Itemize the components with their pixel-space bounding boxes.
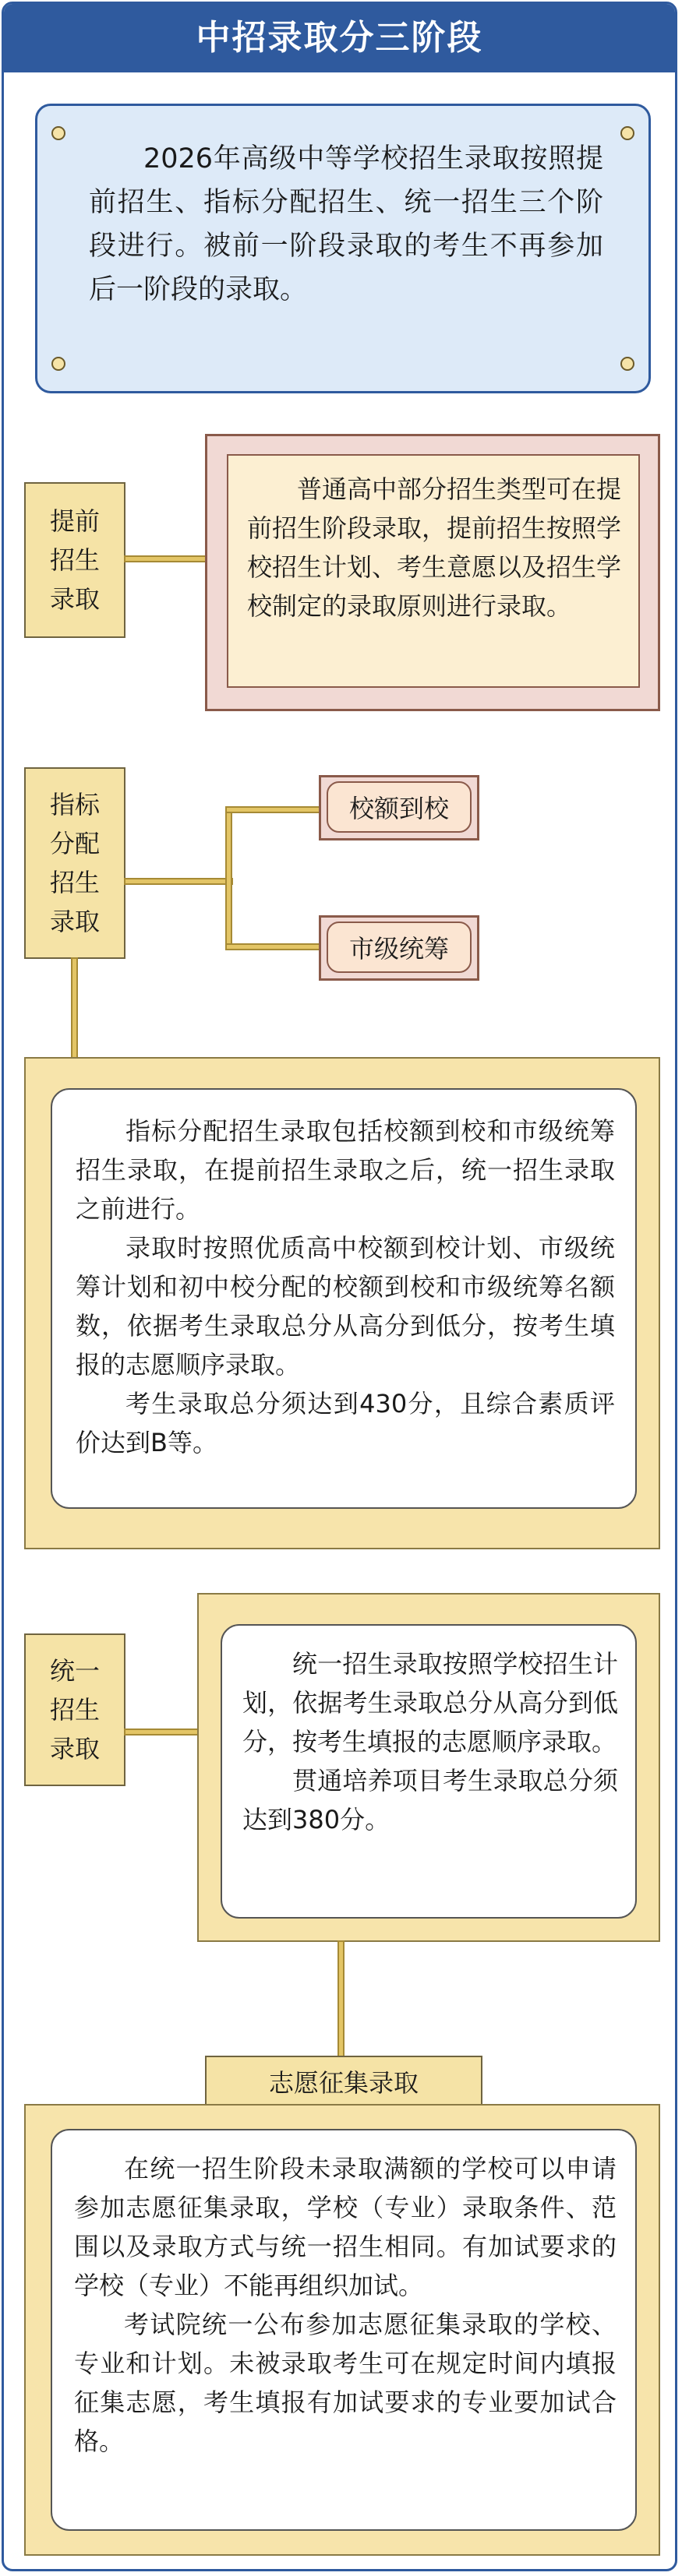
- stage-content-early: [227, 454, 640, 688]
- page-title: 中招录取分三阶段: [196, 18, 483, 58]
- stage-label-line: 录取: [49, 1734, 100, 1764]
- stage-text-unified-2: 贯通培养项目考生录取总分须达到380分。: [242, 1766, 618, 1834]
- stage-label-line: 指标: [49, 790, 100, 819]
- connector-line: [225, 806, 327, 813]
- stage-content-quota: [51, 1088, 637, 1509]
- connector-line: [225, 806, 232, 950]
- stage-label-line: 录取: [49, 907, 100, 936]
- stage-text-solicitation-1: 在统一招生阶段未录取满额的学校可以申请参加志愿征集录取，学校（专业）录取条件、范围以及录取方式与统一招生相同。有加试要求的学校（专业）不能再组织加试。: [74, 2154, 617, 2300]
- stage-text-early: 普通高中部分招生类型可在提前招生阶段录取，提前招生按照学校招生计划、考生意愿以及招生学校制定的录取原则进行录取。: [247, 474, 622, 621]
- stage-text-solicitation-2: 考试院统一公布参加志愿征集录取的学校、专业和计划。未被录取考生可在规定时间内填报征集志愿，考生填报有加试要求的专业要加试合格。: [74, 2310, 617, 2456]
- connector-line: [124, 555, 210, 562]
- infographic-frame: [2, 2, 677, 2571]
- stage-label-line: 统一: [49, 1656, 100, 1686]
- corner-dot-icon: [51, 357, 65, 371]
- corner-dot-icon: [620, 357, 634, 371]
- stage-title-solicitation: 志愿征集录取: [205, 2056, 482, 2107]
- stage-label-quota: [24, 767, 125, 959]
- stage-text-quota-2: 录取时按照优质高中校额到校计划、市级统筹计划和初中校分配的校额到校和市级统筹名额数，依据考生录取总分从高分到低分，按考生填报的志愿顺序录取。: [76, 1233, 615, 1380]
- stage-text-unified-1: 统一招生录取按照学校招生计划，依据考生录取总分从高分到低分，按考生填报的志愿顺序录取。: [242, 1649, 618, 1757]
- stage-text-quota-1: 指标分配招生录取包括校额到校和市级统筹招生录取，在提前招生录取之后，统一招生录取之前进行。: [76, 1116, 615, 1224]
- stage-label-unified: [24, 1633, 125, 1786]
- connector-line: [124, 878, 233, 885]
- intro-box: [35, 104, 651, 393]
- connector-line: [124, 1728, 202, 1736]
- stage-text-quota-3: 考生录取总分须达到430分，且综合素质评价达到B等。: [76, 1389, 615, 1457]
- connector-line: [337, 1940, 345, 2062]
- stage-label-early: [24, 482, 125, 638]
- stage-label-line: 录取: [49, 584, 100, 614]
- branch-school-quota: 校额到校: [327, 781, 472, 833]
- stage-label-line: 招生: [49, 868, 100, 897]
- stage-label-line: 招生: [49, 1695, 100, 1725]
- corner-dot-icon: [620, 126, 634, 140]
- connector-line: [71, 957, 78, 1066]
- stage-label-line: 招生: [49, 545, 100, 575]
- stage-label-line: 分配: [49, 829, 100, 858]
- branch-city-coordination: 市级统筹: [327, 922, 472, 973]
- stage-content-solicitation: [51, 2129, 637, 2531]
- connector-line: [225, 943, 327, 950]
- stage-content-unified: [221, 1624, 637, 1919]
- corner-dot-icon: [51, 126, 65, 140]
- intro-text: 2026年高级中等学校招生录取按照提前招生、指标分配招生、统一招生三个阶段进行。被前一阶段录取的考生不再参加后一阶段的录取。: [89, 143, 603, 305]
- stage-label-line: 提前: [49, 506, 100, 536]
